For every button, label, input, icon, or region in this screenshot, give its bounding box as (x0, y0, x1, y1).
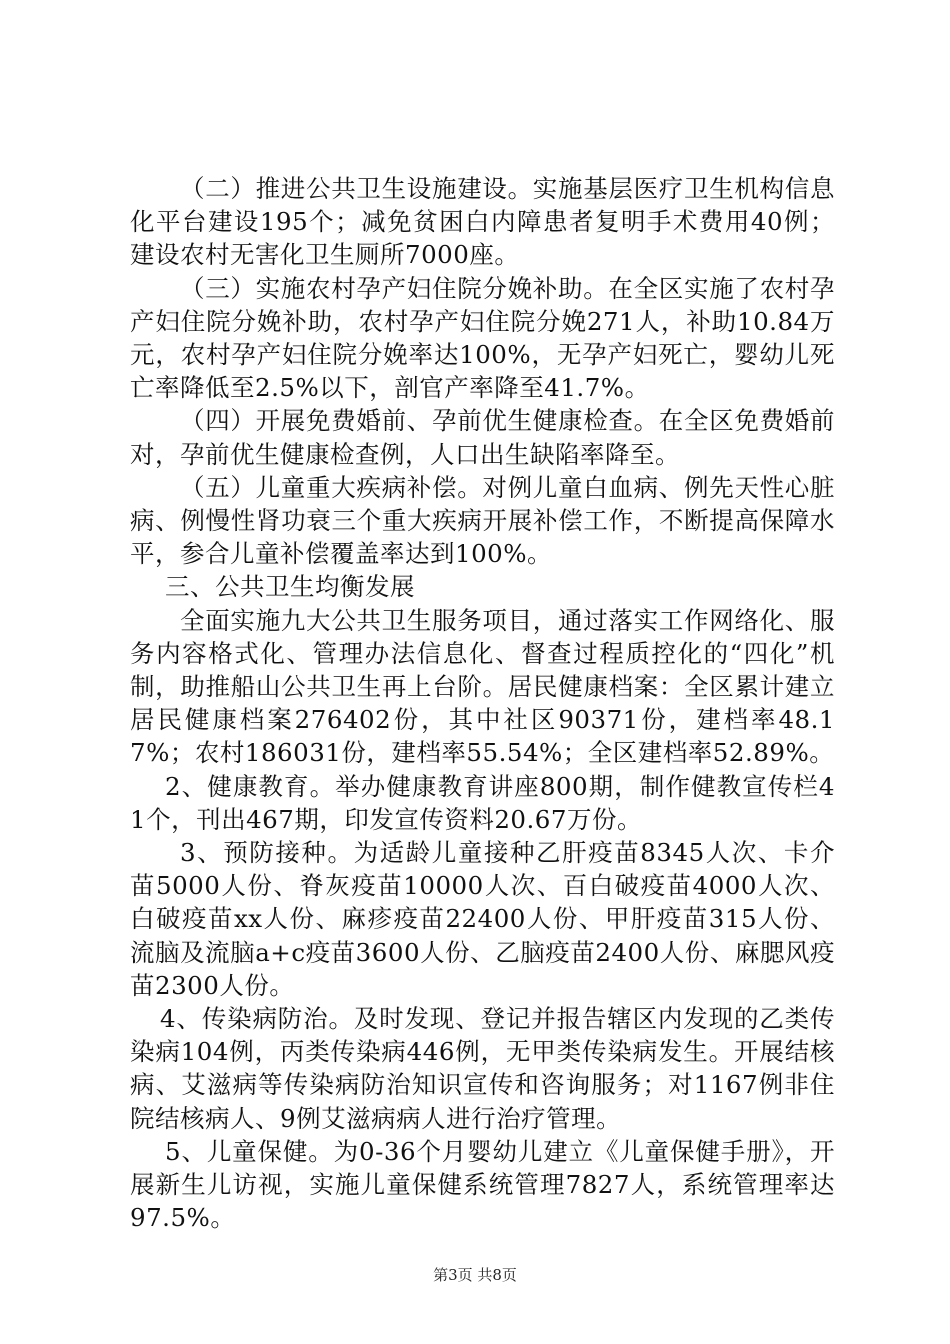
paragraph-facility-construction: （二）推进公共卫生设施建设。实施基层医疗卫生机构信息化平台建设195个；减免贫困白内障患者复明手术费用40例；建设农村无害化卫生厕所7000座。 (130, 174, 835, 270)
paragraph-child-disease-compensation: （五）儿童重大疾病补偿。对例儿童白血病、例先天性心脏病、例慢性肾功衰三个重大疾病开展补偿工作，不断提高保障水平，参合儿童补偿覆盖率达到100%。 (130, 472, 835, 569)
paragraph-vaccination: 3、预防接种。为适龄儿童接种乙肝疫苗8345人次、卡介苗5000人份、脊灰疫苗10000人次、百白破疫苗4000人次、白破疫苗xx人份、麻疹疫苗22400人份、甲肝疫苗315人份、流脑及流脑a+c疫苗3600人份、乙脑疫苗2400人份、麻腮风疫苗2300人份。 (130, 838, 835, 1000)
paragraph-maternal-subsidy: （三）实施农村孕产妇住院分娩补助。在全区实施了农村孕产妇住院分娩补助，农村孕产妇住院分娩271人，补助10.84万元，农村孕产妇住院分娩率达100%，无孕产妇死亡，婴幼儿死亡率降低至2.5%以下，剖官产率降至41.7%。 (130, 273, 835, 403)
paragraph-premarital-checkup: （四）开展免费婚前、孕前优生健康检查。在全区免费婚前对，孕前优生健康检查例，人口出生缺陷率降至。 (130, 406, 835, 469)
paragraph-infectious-disease: 4、传染病防治。及时发现、登记并报告辖区内发现的乙类传染病104例，丙类传染病446例，无甲类传染病发生。开展结核病、艾滋病等传染病防治知识宣传和咨询服务；对1167例非住院结核病人、9例艾滋病病人进行治疗管理。 (130, 1004, 835, 1133)
paragraph-health-education: 2、健康教育。举办健康教育讲座800期，制作健教宣传栏41个，刊出467期，印发宣传资料20.67万份。 (130, 771, 835, 834)
paragraph-child-healthcare: 5、儿童保健。为0-36个月婴幼儿建立《儿童保健手册》，开展新生儿访视，实施儿童保健系统管理7827人，系统管理率达97.5%。 (130, 1136, 835, 1233)
section-heading-public-health: 三、公共卫生均衡发展 (165, 572, 415, 602)
paragraph-health-records: 全面实施九大公共卫生服务项目，通过落实工作网络化、服务内容格式化、管理办法信息化、督查过程质控化的“四化”机制，助推船山公共卫生再上台阶。居民健康档案：全区累计建立居民健康档案276402份，其中社区90371份，建档率48.17%；农村186031份，建档率55.54%；全区建档率52.89%。 (130, 605, 835, 768)
page-footer: 第3页 共8页 (433, 1266, 517, 1284)
document-body (130, 172, 835, 1235)
